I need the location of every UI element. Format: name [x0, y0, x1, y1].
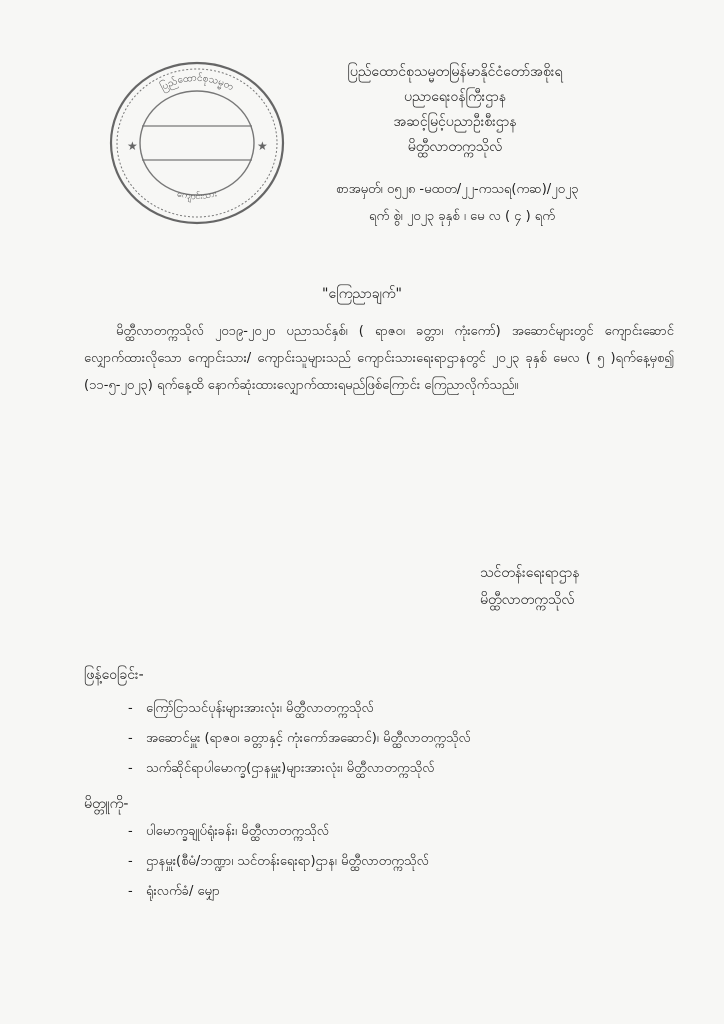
- list-item-text: ဌာနမှူး(စီမံ/ဘဏ္ဍာ၊ သင်တန်းရေးရာ)ဌာန၊ မိတ္ထီလာတက္ကသိုလ်: [146, 854, 429, 869]
- header-ministry: ပညာရေးဝန်ကြီးဌာန: [404, 89, 506, 105]
- seal-bottom-text: ကျောင်းသား: [176, 189, 218, 203]
- seal-star-right-icon: ★: [257, 139, 268, 153]
- svg-text:ကျောင်းသား: [176, 189, 218, 203]
- list-item: [84, 730, 684, 760]
- header-government: ပြည်ထောင်စုသမ္မတမြန်မာနိုင်ငံတော်အစိုးရ: [347, 64, 563, 80]
- list-dash: -: [128, 884, 133, 899]
- copies-title: မိတ္တူကို-: [84, 796, 129, 812]
- list-dash: -: [128, 761, 133, 776]
- list-item: [84, 700, 684, 730]
- list-item: [84, 823, 684, 853]
- letterhead: [255, 60, 655, 160]
- list-dash: -: [128, 824, 133, 839]
- reference-block: [336, 176, 676, 230]
- header-university: မိတ္ထီလာတက္ကသိုလ်: [407, 139, 503, 155]
- copies-list: [84, 823, 684, 913]
- announcement-title: "ကြေညာချက်": [322, 286, 402, 302]
- distribution-list: [84, 700, 684, 790]
- list-item-text: ရုံးလက်ခံ/ မျှော: [146, 884, 220, 899]
- list-dash: -: [128, 701, 133, 716]
- sender-block: [480, 560, 580, 614]
- list-item: [84, 853, 684, 883]
- list-item-text: အဆောင်မှူး (ရာဇဝ၊ ခတ္တာနှင့် ကုံးကော်အဆောင်)၊ မိတ္ထီလာတက္ကသိုလ်: [146, 731, 471, 746]
- announcement-body: မိတ္ထီလာတက္ကသိုလ် ၂၀၁၉-၂၀၂၀ ပညာသင်နှစ်၊ ( ရာဇဝ၊ ခတ္တာ၊ ကုံးကော်) အဆောင်များတွင် ကျောင်းဆောင်လျှောက်ထားလိုသော ကျောင်းသား/ ကျောင်းသူများသည် ကျောင်းသားရေးရာဌာနတွင် ၂၀၂၃ ခုနှစ် မေလ ( ၅ )ရက်နေ့မှစ၍ (၁၁-၅-၂၀၂၃) ရက်နေ့ထိ နောက်ဆုံးထားလျှောက်ထားရမည်ဖြစ်ကြောင်း ကြေညာလိုက်သည်။: [84, 324, 674, 393]
- sender-university: မိတ္ထီလာတက္ကသိုလ်: [480, 592, 575, 608]
- distribution-title: ဖြန့်ဝေခြင်း-: [84, 667, 144, 683]
- list-dash: -: [128, 854, 133, 869]
- seal-star-left-icon: ★: [127, 139, 138, 153]
- list-item: [84, 883, 684, 913]
- list-item-text: သက်ဆိုင်ရာပါမောက္ခ(ဌာနမှူး)များအားလုံး၊ မိတ္ထီလာတက္ကသိုလ်: [146, 761, 435, 776]
- header-department: အဆင့်မြင့်ပညာဦးစီးဌာန: [393, 114, 517, 130]
- seal-top-text: ပြည်ထောင်စုသမ္မတ: [158, 72, 236, 94]
- list-item-text: ပါမောက္ခချုပ်ရုံးခန်း၊ မိတ္ထီလာတက္ကသိုလ်: [146, 824, 329, 839]
- list-item-text: ကြော်ငြာသင်ပုန်းများအားလုံး၊ မိတ္ထီလာတက္ကသိုလ်: [146, 701, 374, 716]
- reference-number: စာအမှတ်၊ ၀၅၂၈ -မထတ/၂၂-ကသရ(ကဆ)/၂၀၂၃: [336, 182, 579, 197]
- list-dash: -: [128, 731, 133, 746]
- reference-date: ရက် စွဲ၊ ၂၀၂၃ ခုနှစ် ၊ မေ လ ( ၄ ) ရက်: [369, 209, 555, 224]
- list-item: [84, 760, 684, 790]
- sender-department: သင်တန်းရေးရာဌာန: [480, 565, 580, 581]
